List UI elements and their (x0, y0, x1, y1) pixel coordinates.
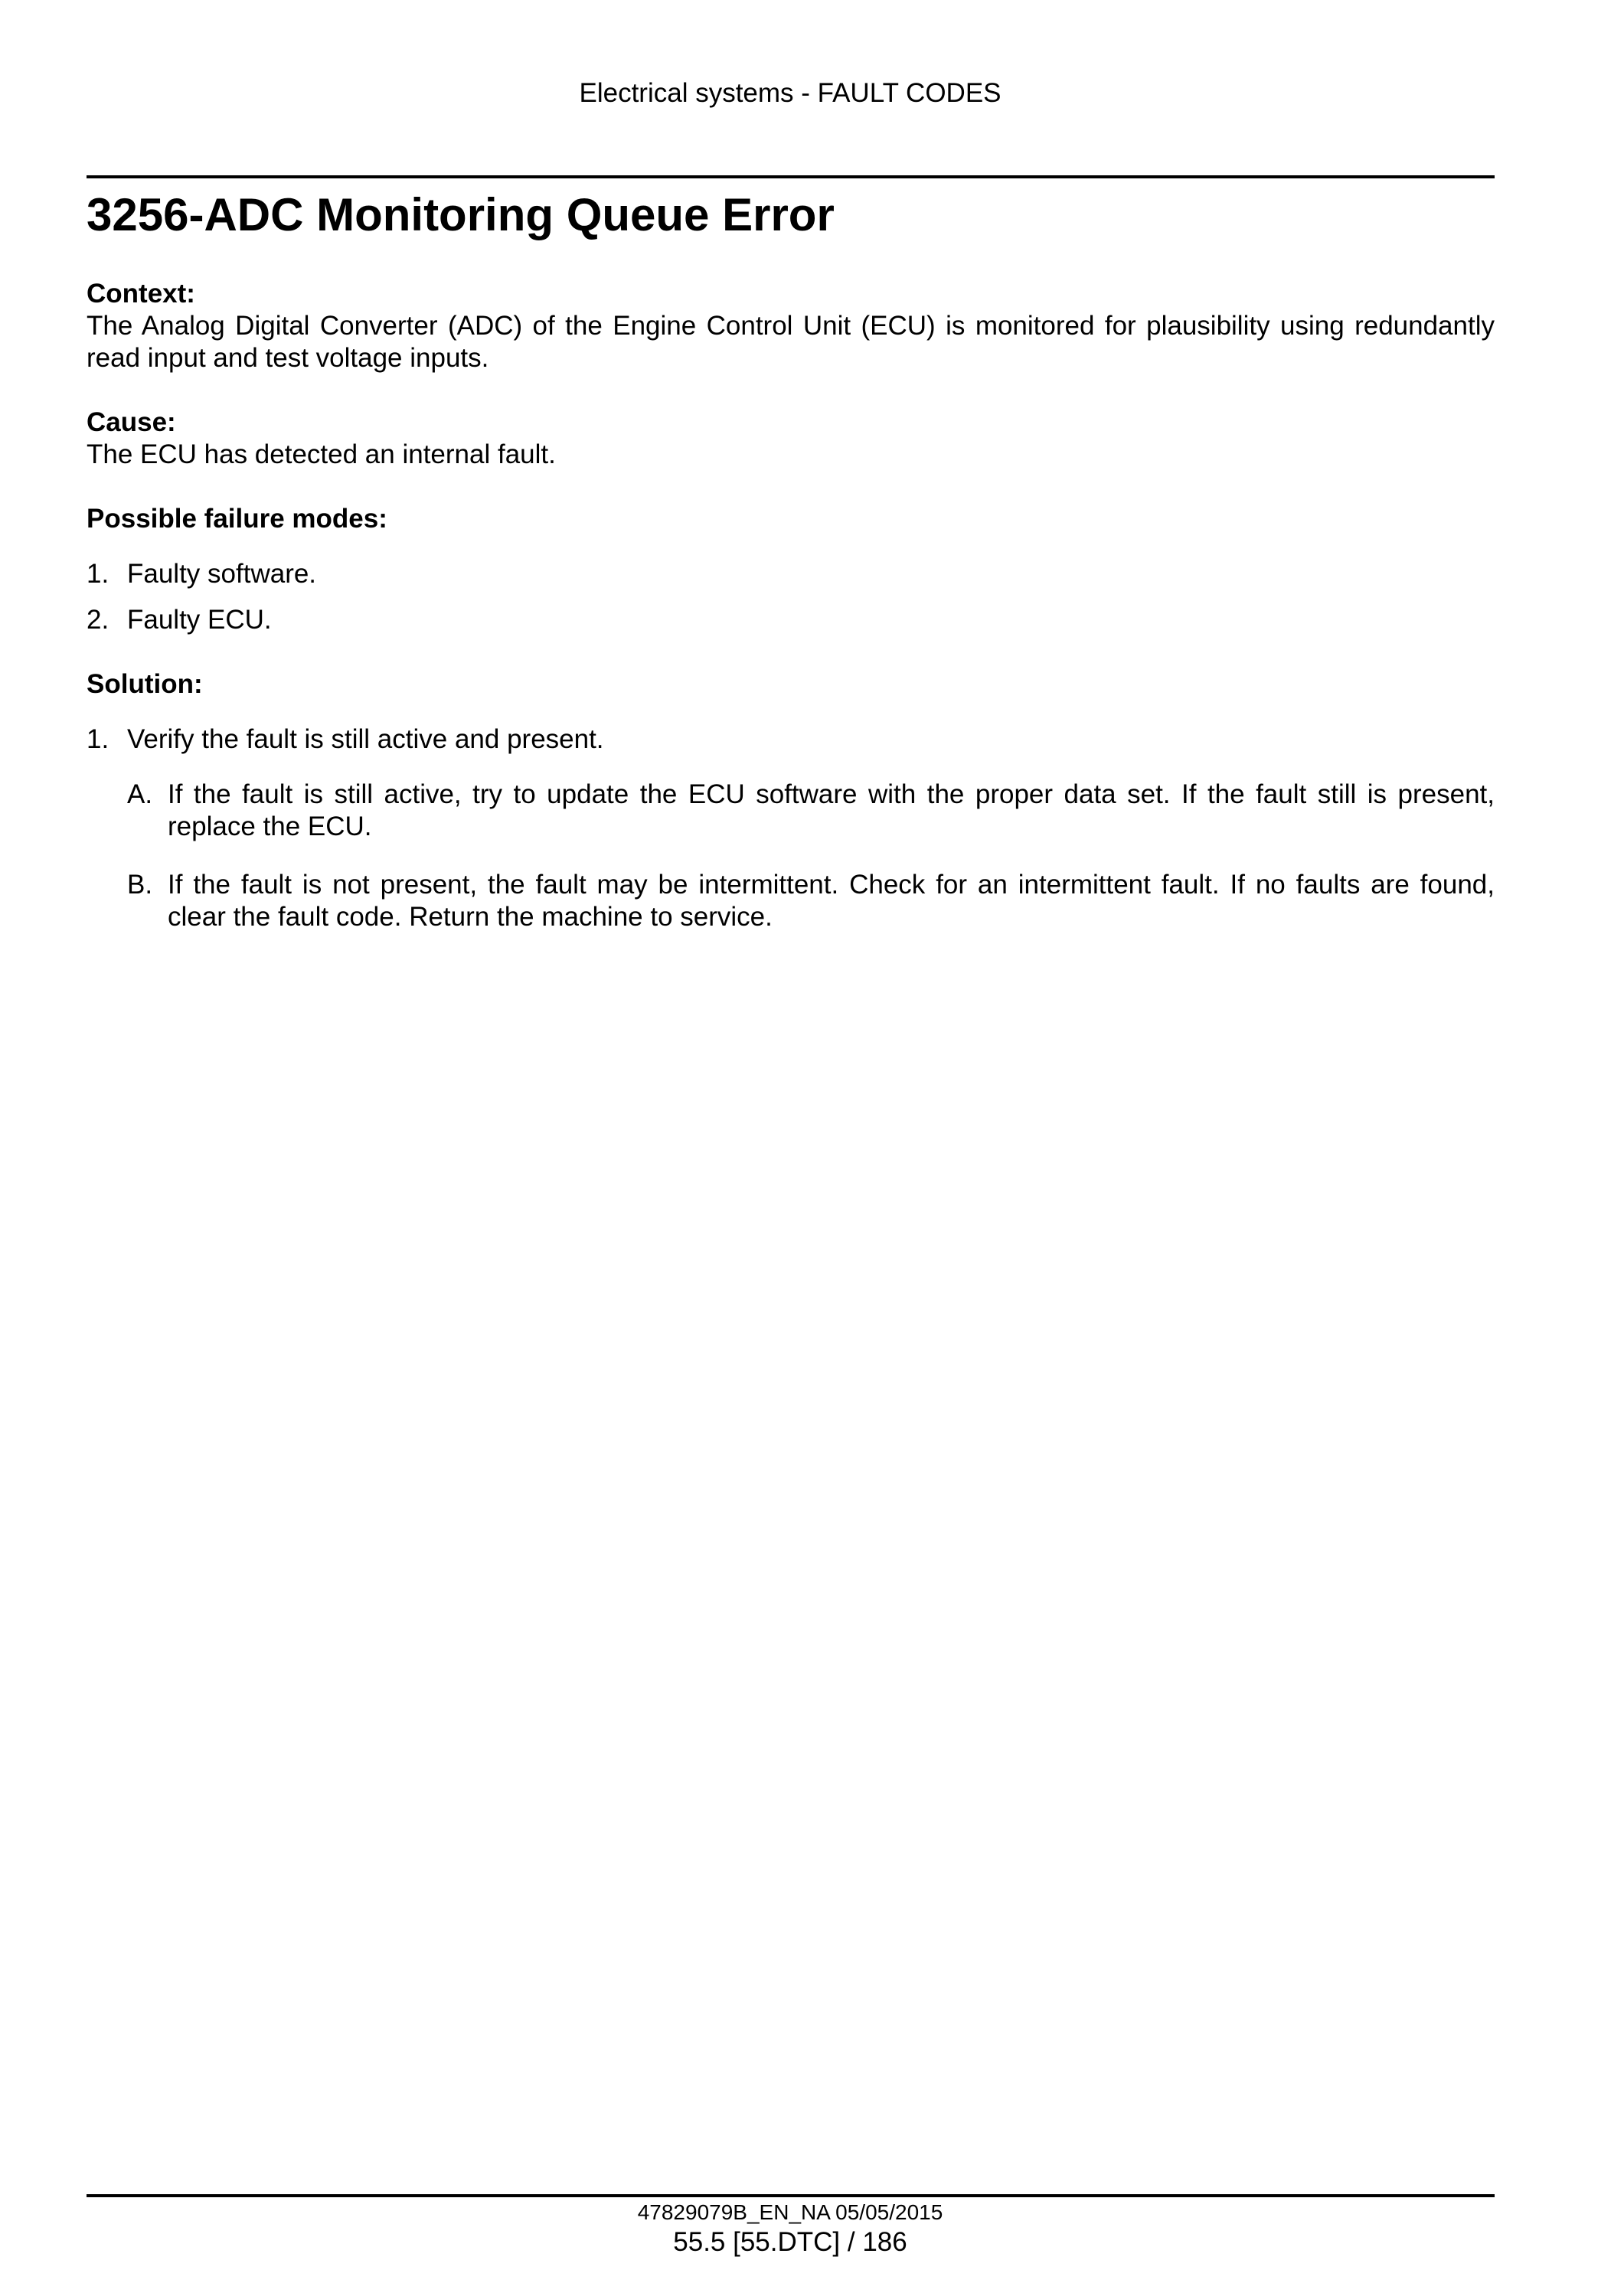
footer-page-reference: 55.5 [55.DTC] / 186 (673, 2227, 907, 2257)
list-item-number: 1. (87, 559, 109, 589)
solution-label: Solution: (87, 669, 203, 699)
cause-section (87, 407, 1495, 471)
list-item-text: Faulty ECU. (127, 605, 272, 635)
cause-text: The ECU has detected an internal fault. (87, 439, 556, 469)
list-item (87, 604, 1495, 636)
solution-step (87, 723, 1495, 756)
list-item-text: Faulty software. (127, 559, 317, 589)
context-label: Context: (87, 279, 195, 309)
context-section (87, 278, 1495, 374)
solution-substep (127, 779, 1495, 843)
solution-substep-letter: B. (127, 870, 153, 900)
solution-step-text: Verify the fault is still active and present. (127, 724, 604, 754)
footer-document-reference: 47829079B_EN_NA 05/05/2015 (637, 2200, 943, 2224)
solution-section (87, 668, 1495, 933)
solution-substeps-list (127, 779, 1495, 933)
failure-modes-label: Possible failure modes: (87, 504, 387, 534)
solution-substep-letter: A. (127, 779, 153, 809)
fault-title: 3256-ADC Monitoring Queue Error (87, 189, 835, 240)
solution-steps-list (87, 723, 1495, 933)
context-text: The Analog Digital Converter (ADC) of the Engine Control Unit (ECU) is monitored for plausibility using redundantly read input and test voltage inputs. (87, 311, 1495, 373)
document-body (87, 178, 1495, 959)
solution-substep (127, 869, 1495, 933)
solution-substep-text: If the fault is not present, the fault may be intermittent. Check for an intermittent fault. If no faults are found, clear the fault code. Return the machine to service. (168, 870, 1495, 932)
list-item (87, 558, 1495, 590)
footer-divider (87, 2194, 1495, 2197)
list-item-number: 2. (87, 605, 109, 635)
cause-label: Cause: (87, 407, 176, 437)
failure-modes-list (87, 558, 1495, 636)
solution-substep-text: If the fault is still active, try to update the ECU software with the proper data set. If the fault still is present, replace the ECU. (168, 779, 1495, 841)
failure-modes-section (87, 503, 1495, 636)
solution-step-number: 1. (87, 724, 109, 754)
running-header: Electrical systems - FAULT CODES (579, 78, 1002, 108)
